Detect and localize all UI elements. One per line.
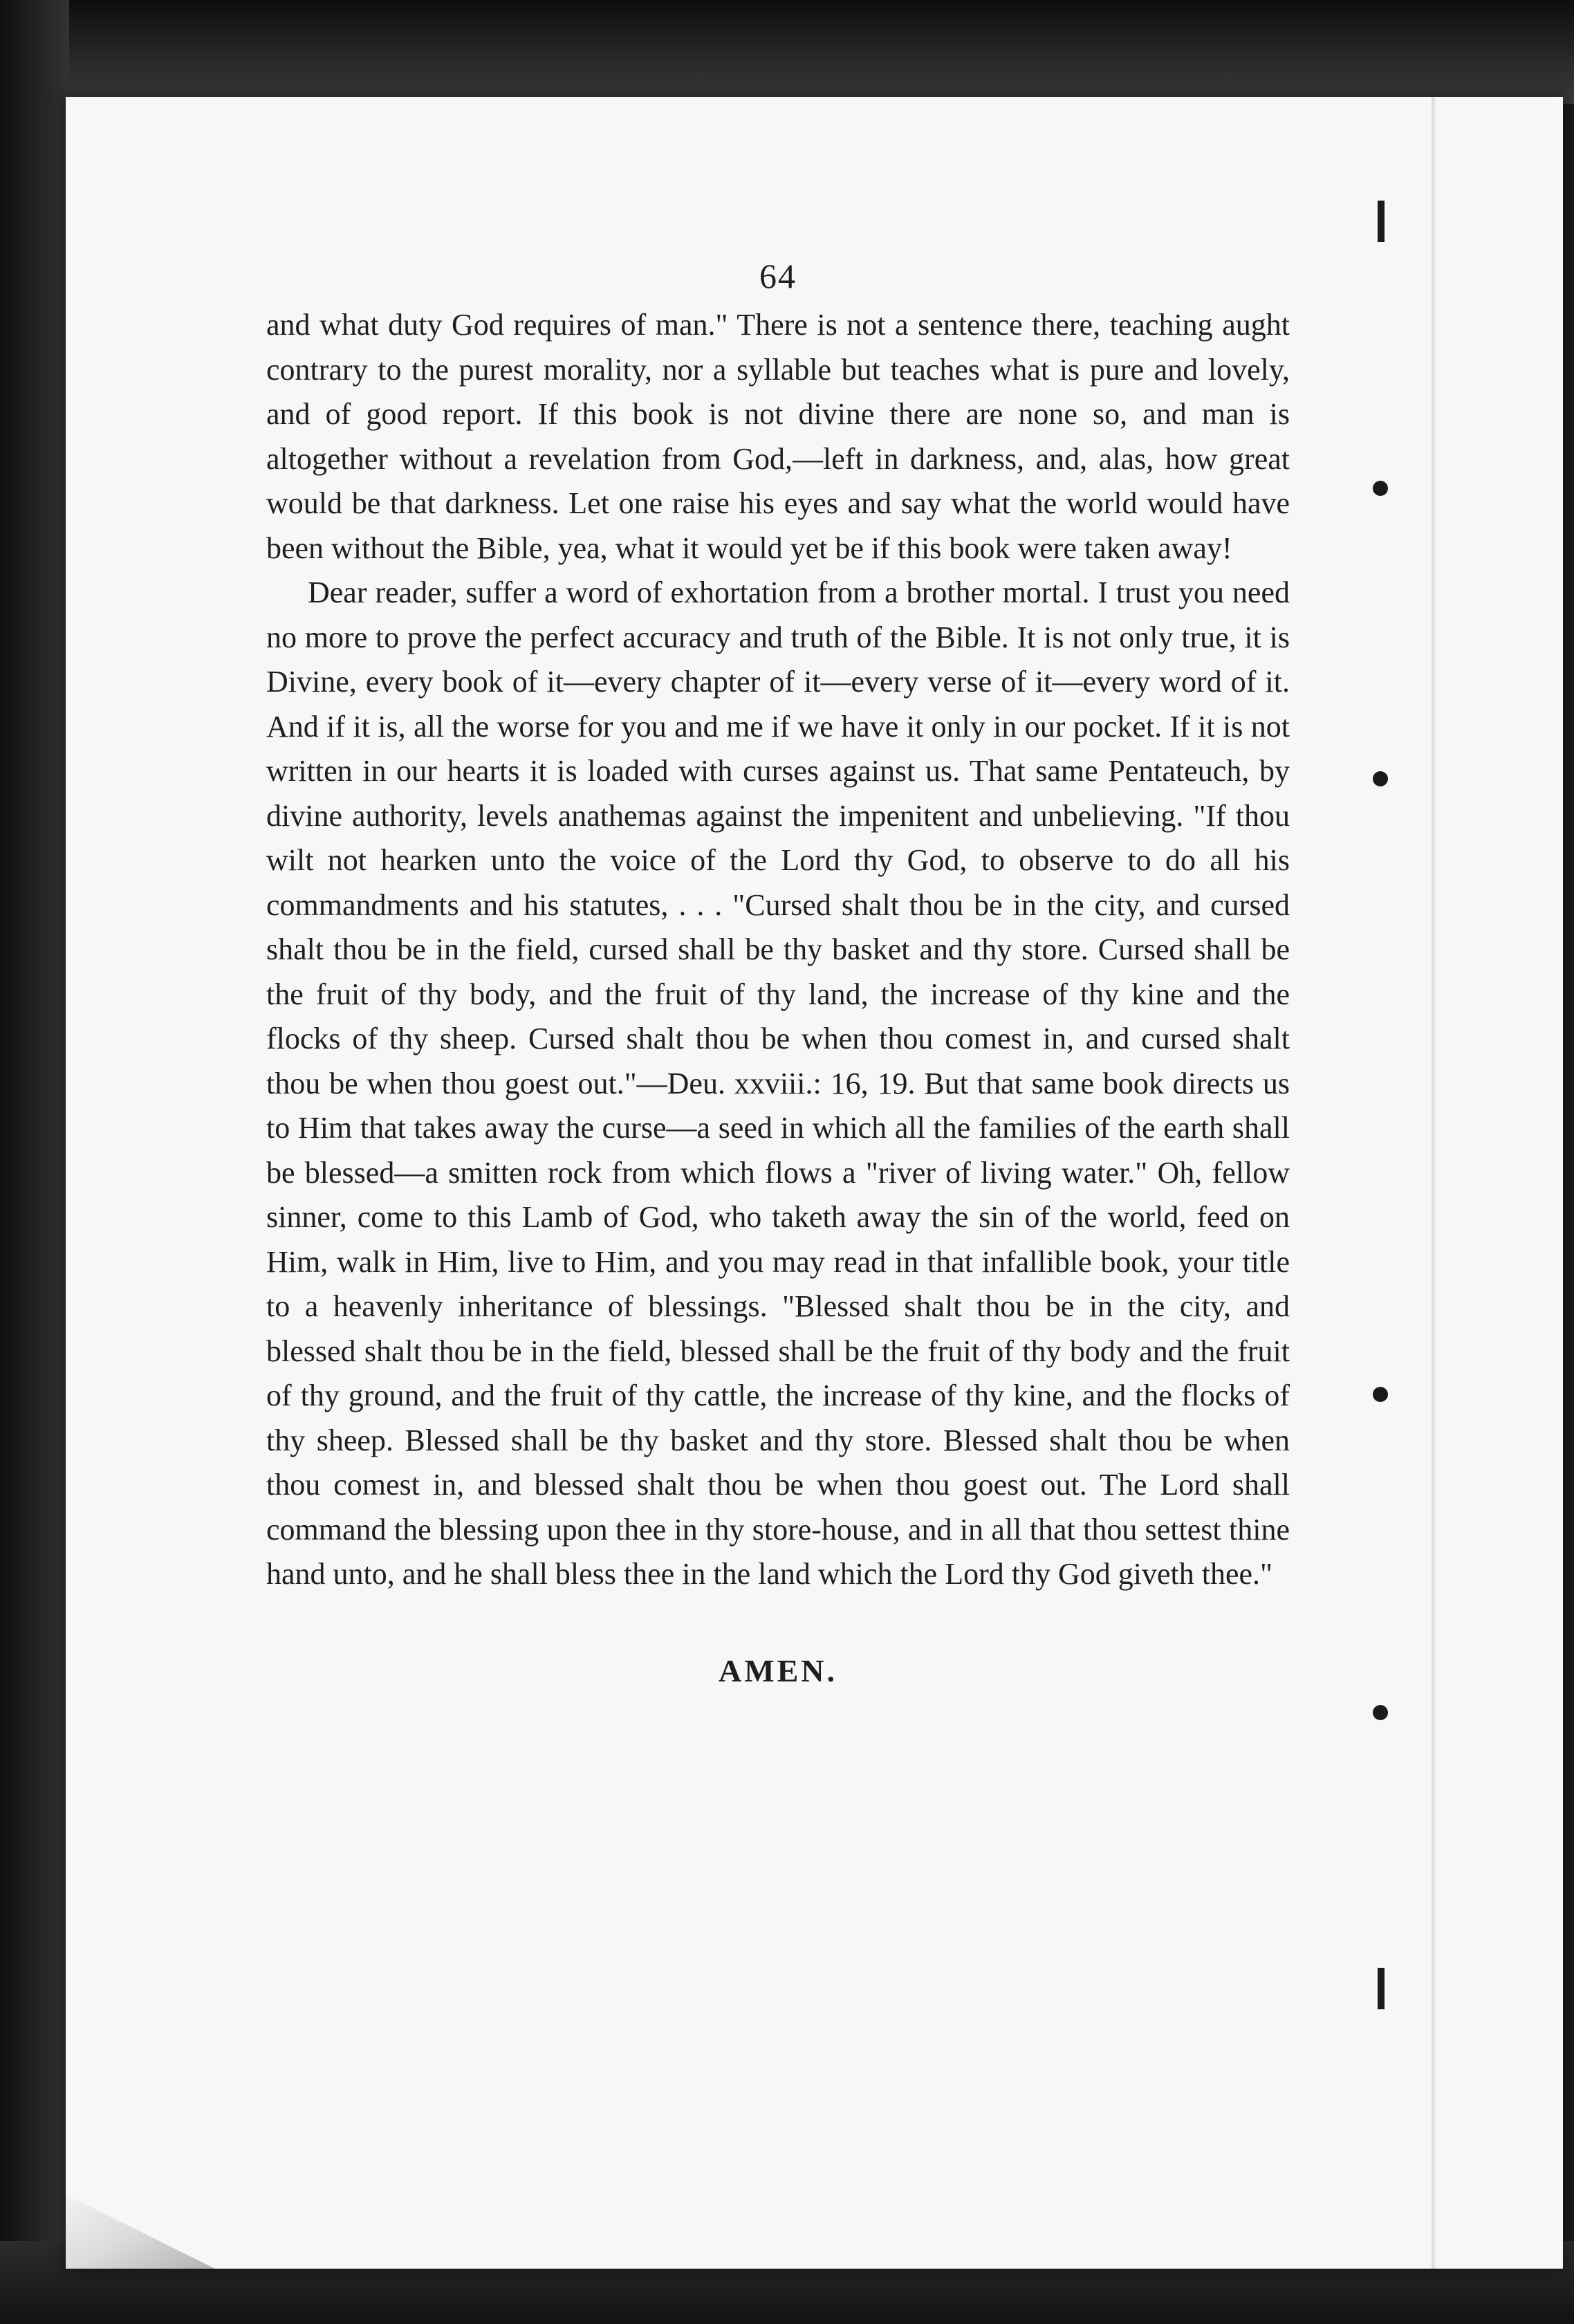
page-gutter [1432, 97, 1436, 2269]
scan-border-top [0, 0, 1574, 104]
binding-mark [1373, 1387, 1388, 1402]
binding-mark [1378, 201, 1385, 242]
binding-mark [1373, 1705, 1388, 1720]
closing-word: AMEN. [718, 1652, 838, 1688]
page-number: 64 [759, 257, 797, 295]
binding-mark [1373, 481, 1388, 496]
page-text [266, 256, 1290, 1689]
scan-border-left [0, 0, 69, 2324]
book-page [66, 97, 1563, 2269]
paragraph: Dear reader, suffer a word of exhortation from a brother mortal. I trust you need no more to prove the perfect accuracy and truth of the Bible. It is not only true, it is Divine, every book of it—every chapter of it—every verse of it—every word of it. And if it is, all the worse for you and me if we have it only in our pocket. If it is not written in our hearts it is loaded with curses against us. That same Pentateuch, by divine authority, levels anathemas against the impenitent and unbelieving. "If thou wilt not hearken unto the voice of the Lord thy God, to observe to do all his commandments and his statutes, . . . "Cursed shalt thou be in the city, and cursed shalt thou be in the field, cursed shall be thy basket and thy store. Cursed shall be the fruit of thy body, and the fruit of thy land, the increase of thy kine and the flocks of thy sheep. Cursed shalt thou be when thou comest in, and cursed shalt thou be when thou goest out."—Deu. xxviii.: 16, 19. But that same book directs us to Him that takes away the curse—a seed in which all the families of the earth shall be blessed—a smitten rock from which flows a "river of living water." Oh, fellow sinner, come to this Lamb of God, who taketh away the sin of the world, feed on Him, walk in Him, live to Him, and you may read in that infallible book, your title to a heavenly inheritance of blessings. "Blessed shalt thou be in the city, and blessed shalt thou be in the field, blessed shall be the fruit of thy body and the fruit of thy ground, and the fruit of thy cattle, the increase of thy kine, and the flocks of thy sheep. Blessed shall be thy basket and thy store. Blessed shalt thou be when thou comest in, and blessed shalt thou be when thou goest out. The Lord shall command the blessing upon thee in thy store-house, and in all that thou settest thine hand unto, and he shall bless thee in the land which the Lord thy God giveth thee." [266, 575, 1290, 1591]
page-curl [66, 2155, 315, 2269]
binding-mark [1373, 771, 1388, 786]
binding-mark [1378, 1968, 1385, 2009]
paragraph: and what duty God requires of man." There is not a sentence there, teaching aught contrary to the purest morality, nor a syllable but teaches what is pure and lovely, and of good report. If this book is not divine there are none so, and man is altogether without a revelation from God,—left in darkness, and, alas, how great would be that darkness. Let one raise his eyes and say what the world would have been without the Bible, yea, what it would yet be if this book were taken away! [266, 308, 1290, 565]
